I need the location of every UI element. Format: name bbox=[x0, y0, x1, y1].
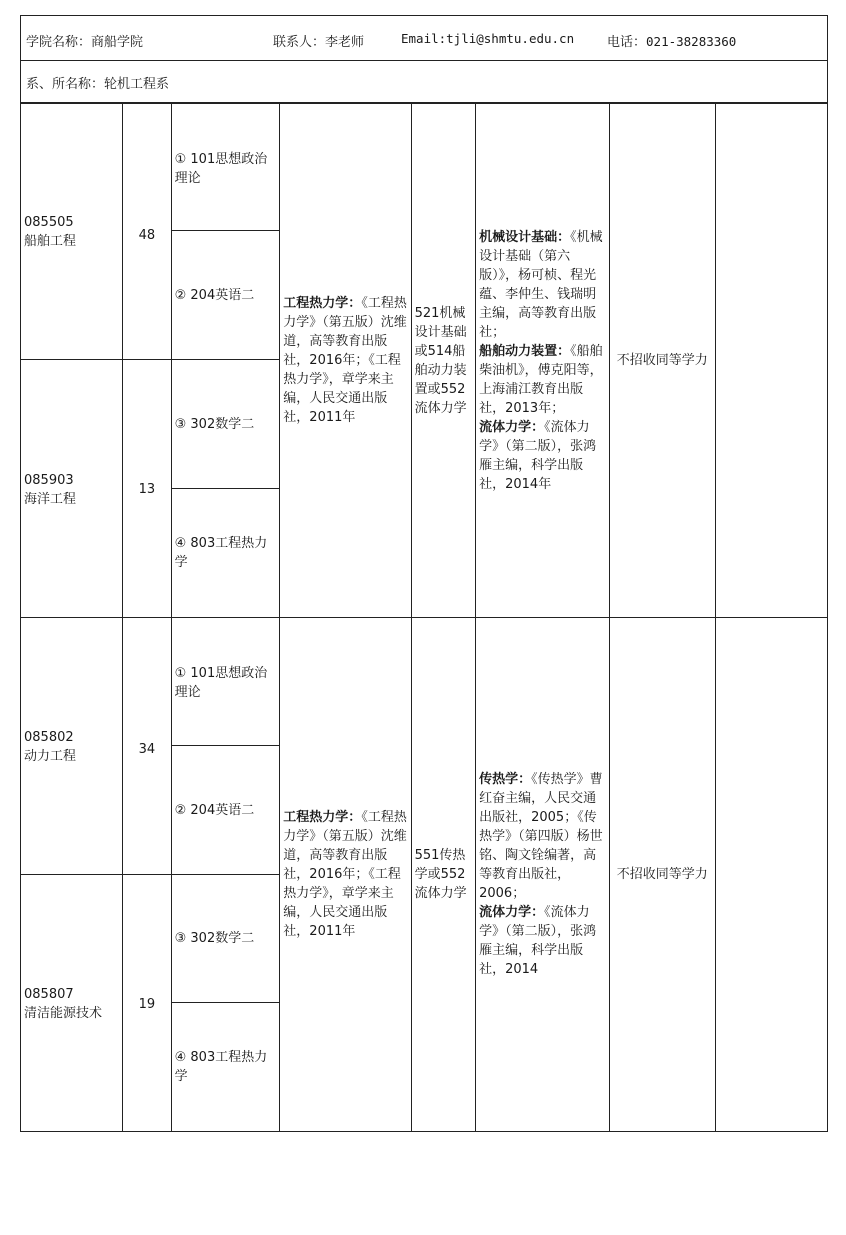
major-name: 海洋工程 bbox=[24, 492, 77, 507]
subject-cell: ③ 302数学二 bbox=[171, 360, 280, 489]
email-label: Email: bbox=[401, 31, 447, 46]
contact-name: 李老师 bbox=[325, 35, 365, 50]
major-code: 085802 bbox=[24, 730, 74, 745]
school-label: 学院名称： bbox=[26, 35, 92, 50]
table-row bbox=[21, 618, 828, 746]
phone-label: 电话： bbox=[607, 35, 647, 50]
retest-reference-title: 机械设计基础： bbox=[479, 229, 571, 245]
major-code: 085903 bbox=[24, 473, 74, 488]
equivalent-requirement-cell: 不招收同等学力 bbox=[609, 618, 716, 1132]
department-row bbox=[20, 60, 828, 103]
subject-cell: ② 204英语二 bbox=[171, 231, 280, 360]
subject-cell: ③ 302数学二 bbox=[171, 875, 280, 1003]
quota-cell: 34 bbox=[123, 618, 171, 875]
retest-reference-title: 传热学： bbox=[479, 772, 532, 787]
major-cell bbox=[21, 875, 123, 1132]
exam-reference-cell bbox=[280, 104, 411, 618]
major-name: 动力工程 bbox=[24, 749, 77, 764]
quota-cell: 13 bbox=[123, 360, 171, 618]
quota-cell: 48 bbox=[123, 104, 171, 360]
major-name: 船舶工程 bbox=[24, 234, 77, 249]
major-name: 清洁能源技术 bbox=[24, 1006, 103, 1021]
retest-reference-text: 《流体力学》（第二版），张鸿雁主编，科学出版社，2014 bbox=[479, 905, 597, 977]
retest-reference-text: 《船舶柴油机》，傅克阳等，上海浦江教育出版社，2013年； bbox=[479, 343, 603, 416]
email-field bbox=[401, 31, 574, 46]
subject-cell: ② 204英语二 bbox=[171, 746, 280, 875]
exam-reference-text: 《工程热力学》（第五版）沈维道，高等教育出版社，2016年；《工程热力学》，章学来主编，人民交通出版社，2011年 bbox=[283, 296, 407, 425]
retest-reference-title: 流体力学： bbox=[479, 419, 545, 435]
retest-reference-text: 《流体力学》（第二版），张鸿雁主编，科学出版社，2014年 bbox=[479, 419, 597, 492]
email-value: tjli@shmtu.edu.cn bbox=[446, 31, 575, 46]
retest-subject-cell: 551传热学或552流体力学 bbox=[411, 618, 476, 1132]
department-name: 轮机工程系 bbox=[104, 77, 170, 92]
retest-reference-cell bbox=[476, 104, 609, 618]
quota-cell: 19 bbox=[123, 875, 171, 1132]
table-row bbox=[21, 104, 828, 231]
department-field bbox=[26, 73, 169, 92]
retest-reference-text: 《机械设计基础（第六版）》，杨可桢、程光蕴、李仲生、钱瑞明主编，高等教育出版社； bbox=[479, 229, 603, 340]
retest-reference-title: 船舶动力装置： bbox=[479, 343, 571, 359]
subject-cell: ④ 803工程热力学 bbox=[171, 489, 280, 618]
subject-cell: ① 101思想政治理论 bbox=[171, 618, 280, 746]
phone-field bbox=[607, 31, 736, 50]
major-cell bbox=[21, 104, 123, 360]
school-field bbox=[26, 31, 143, 50]
subject-cell: ④ 803工程热力学 bbox=[171, 1003, 280, 1132]
college-info-row bbox=[20, 15, 828, 61]
contact-label: 联系人： bbox=[273, 35, 326, 50]
remark-cell bbox=[716, 104, 828, 618]
major-code: 085505 bbox=[24, 215, 74, 230]
retest-reference-text: 《传热学》曹红奋主编，人民交通出版社，2005；《传热学》（第四版）杨世铭、陶文铨编著，高等教育出版社，2006； bbox=[479, 772, 603, 901]
exam-reference-title: 工程热力学： bbox=[283, 296, 362, 311]
phone-value: 021-38283360 bbox=[646, 34, 737, 49]
subject-cell: ① 101思想政治理论 bbox=[171, 104, 280, 231]
exam-reference-title: 工程热力学： bbox=[283, 810, 362, 825]
retest-subject-cell: 521机械设计基础或514船舶动力装置或552流体力学 bbox=[411, 104, 476, 618]
equivalent-requirement-cell: 不招收同等学力 bbox=[609, 104, 716, 618]
exam-reference-cell bbox=[280, 618, 411, 1132]
retest-reference-title: 流体力学： bbox=[479, 905, 545, 920]
major-code: 085807 bbox=[24, 987, 74, 1002]
major-cell bbox=[21, 618, 123, 875]
school-name: 商船学院 bbox=[91, 35, 144, 50]
major-table bbox=[20, 103, 828, 1132]
department-label: 系、所名称： bbox=[26, 77, 105, 92]
exam-reference-text: 《工程热力学》（第五版）沈维道，高等教育出版社，2016年；《工程热力学》，章学来主编，人民交通出版社，2011年 bbox=[283, 810, 407, 939]
contact-field bbox=[273, 31, 364, 50]
retest-reference-cell bbox=[476, 618, 609, 1132]
remark-cell bbox=[716, 618, 828, 1132]
major-cell bbox=[21, 360, 123, 618]
